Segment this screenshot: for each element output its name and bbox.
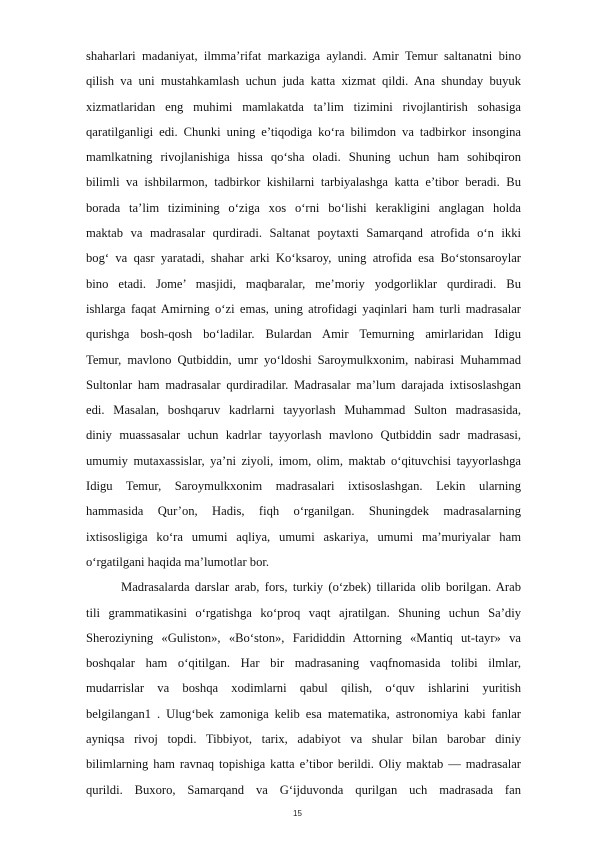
text-line: xizmatlaridan eng muhimi mamlakatda ta’lim tizimini rivojlantirish sohasiga [86, 99, 521, 114]
text-line: bilimlarning ham ravnaq topishiga katta e’tibor berildi. Oliy maktab — madrasalar [86, 757, 521, 772]
text-line: Madrasalarda darslar arab, fors, turkiy (o‘zbek) tillarida olib borilgan. Arab [121, 580, 521, 595]
text-line: qaratilganligi edi. Chunki uning e’tiqodiga ko‘ra bilimdon va tadbirkor insongina [86, 124, 521, 139]
text-line: ayniqsa rivoj topdi. Tibbiyot, tarix, adabiyot va shular bilan barobar diniy [86, 732, 521, 747]
paragraph-1 [86, 44, 521, 575]
text-line: hammasida Qur’on, Hadis, fiqh o‘rganilgan. Shuningdek madrasalarning [86, 504, 521, 519]
text-line: qurishga bosh-qosh bo‘ladilar. Bulardan Amir Temurning amirlaridan Idigu [86, 327, 521, 342]
text-line: bino etadi. Jome’ masjidi, maqbaralar, me’moriy yodgorliklar qurdiradi. Bu [86, 276, 521, 291]
text-line: Temur, mavlono Qutbiddin, umr yo‘ldoshi Saroymulkxonim, nabirasi Muhammad [86, 352, 521, 367]
text-line: edi. Masalan, boshqaruv kadrlarni tayyorlash Muhammad Sulton madrasasida, [86, 403, 521, 418]
text-line: diniy muassasalar uchun kadrlar tayyorlash mavlono Qutbiddin sadr madrasasi, [86, 428, 521, 443]
text-line: ishlarga faqat Amirning o‘zi emas, uning atrofidagi yaqinlari ham turli madrasalar [86, 301, 521, 316]
text-line: qilish va uni mustahkamlash uchun juda katta xizmat qildi. Ana shunday buyuk [86, 74, 521, 89]
text-line: borada ta’lim tizimining o‘ziga xos o‘rni bo‘lishi kerakligini anglagan holda [86, 200, 521, 215]
text-line: mamlkatning rivojlanishiga hissa qo‘sha oladi. Shuning uchun ham sohibqiron [86, 150, 521, 165]
text-line: boshqalar ham o‘qitilgan. Har bir madrasaning vaqfnomasida tolibi ilmlar, [86, 656, 521, 671]
text-line: belgilangan1 . Ulug‘bek zamoniga kelib esa matematika, astronomiya kabi fanlar [86, 706, 521, 721]
text-line: mudarrislar va boshqa xodimlarni qabul qilish, o‘quv ishlarini yuritish [86, 681, 521, 696]
text-line: umumiy mutaxassislar, ya’ni ziyoli, imom, olim, maktab o‘qituvchisi tayyorlashga [86, 453, 521, 468]
text-line: Idigu Temur, Saroymulkxonim madrasalari ixtisoslashgan. Lekin ularning [86, 479, 521, 494]
text-line: Sultonlar ham madrasalar qurdiradilar. Madrasalar ma’lum darajada ixtisoslashgan [86, 377, 521, 392]
text-line: tili grammatikasini o‘rgatishga ko‘proq vaqt ajratilgan. Shuning uchun Sa’diy [86, 605, 521, 620]
text-line: bilimli va ishbilarmon, tadbirkor kishilarni tarbiyalashga katta e’tibor beradi. Bu [86, 175, 521, 190]
body-text [86, 44, 521, 803]
page-number: 15 [293, 809, 302, 818]
text-line: shaharlari madaniyat, ilmma’rifat markaziga aylandi. Amir Temur saltanatni bino [86, 49, 521, 63]
text-line: qurildi. Buxoro, Samarqand va G‘ijduvonda qurilgan uch madrasada fan [86, 782, 521, 797]
text-line: Sheroziyning «Guliston», «Bo‘ston», Farididdin Attorning «Mantiq ut-tayr» va [86, 630, 521, 645]
paragraph-2 [86, 575, 521, 803]
text-line: maktab va madrasalar qurdiradi. Saltanat poytaxti Samarqand atrofida o‘n ikki [86, 226, 521, 241]
text-line: bog‘ va qasr yaratadi, shahar arki Ko‘ksaroy, uning atrofida esa Bo‘stonsaroylar [86, 251, 521, 266]
text-line: ixtisosligiga ko‘ra umumi aqliya, umumi askariya, umumi ma’muriyalar ham [86, 529, 521, 544]
text-line: o‘rgatilgani haqida ma’lumotlar bor. [86, 554, 270, 569]
